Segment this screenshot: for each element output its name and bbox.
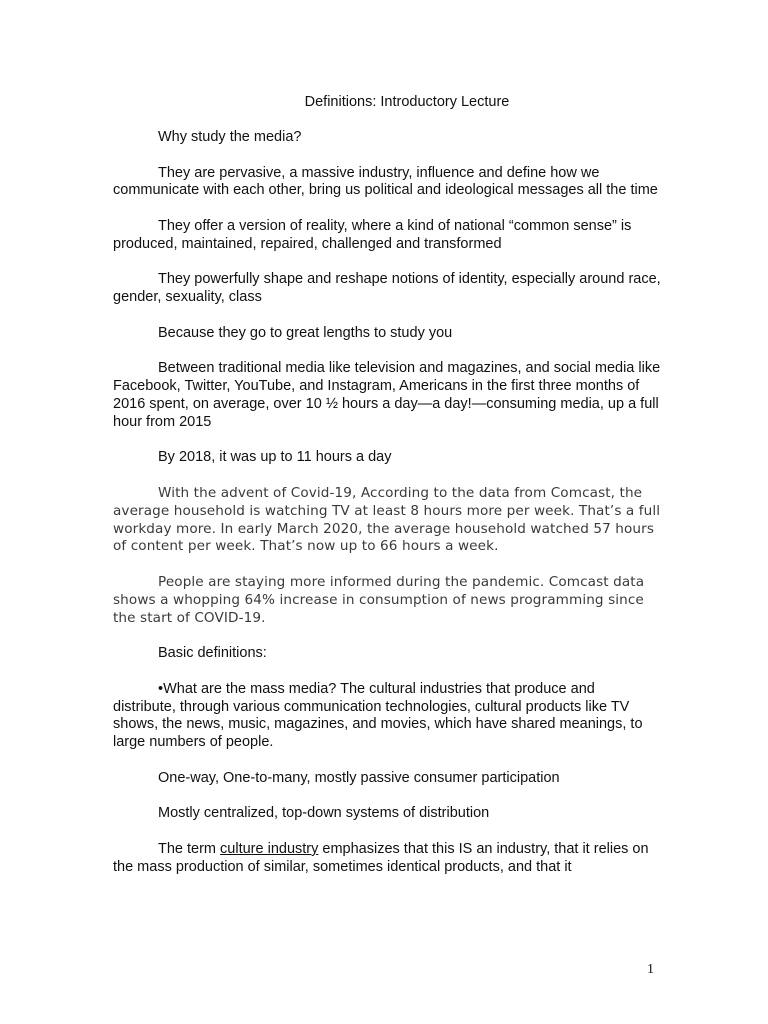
document-body xyxy=(113,129,661,894)
paragraph-text: The term xyxy=(158,840,221,857)
paragraph: Basic definitions: xyxy=(158,645,267,662)
paragraph: Why study the media? xyxy=(158,129,302,145)
paragraph: They are pervasive, a massive industry, influence and define how we communicate with each other, bring us political and ideological messages all the time xyxy=(113,164,658,199)
paragraph: One-way, One-to-many, mostly passive consumer participation xyxy=(158,769,560,786)
page-number: 1 xyxy=(647,962,654,977)
paragraph: With the advent of Covid-19, According to the data from Comcast, the average household is watching TV at least 8 hours more per week. That’s a full workday more. In early March 2020, the average household watched 57 hours of content per week. That’s now up to 66 hours a week. xyxy=(113,484,661,555)
paragraph: They offer a version of reality, where a kind of national “common sense” is produced, maintained, repaired, challenged and transformed xyxy=(113,217,632,252)
underlined-term: culture industry xyxy=(220,840,319,857)
paragraph: They powerfully shape and reshape notions of identity, especially around race, gender, sexuality, class xyxy=(113,271,661,306)
paragraph: Because they go to great lengths to study you xyxy=(158,324,453,341)
paragraph: Mostly centralized, top-down systems of distribution xyxy=(158,805,490,822)
document-title: Definitions: Introductory Lecture xyxy=(304,94,510,110)
paragraph: By 2018, it was up to 11 hours a day xyxy=(158,449,392,466)
paragraph: People are staying more informed during the pandemic. Comcast data shows a whopping 64% increase in consumption of news programming since the start of COVID-19. xyxy=(113,573,645,626)
paragraph-text: emphasizes that this IS an industry, that it relies on the mass production of similar, sometimes identical products, and that it xyxy=(113,840,649,875)
paragraph xyxy=(113,841,661,877)
paragraph: Between traditional media like television and magazines, and social media like Facebook, Twitter, YouTube, and Instagram, Americans in the first three months of 2016 spent, on average, over 10 ½ hours a day—a day!—consuming media, up a full hour from 2015 xyxy=(113,360,661,430)
paragraph: •What are the mass media? The cultural industries that produce and distribute, through various communication technologies, cultural products like TV shows, the news, music, magazines, and movies, which have shared meanings, to large numbers of people. xyxy=(113,680,643,751)
